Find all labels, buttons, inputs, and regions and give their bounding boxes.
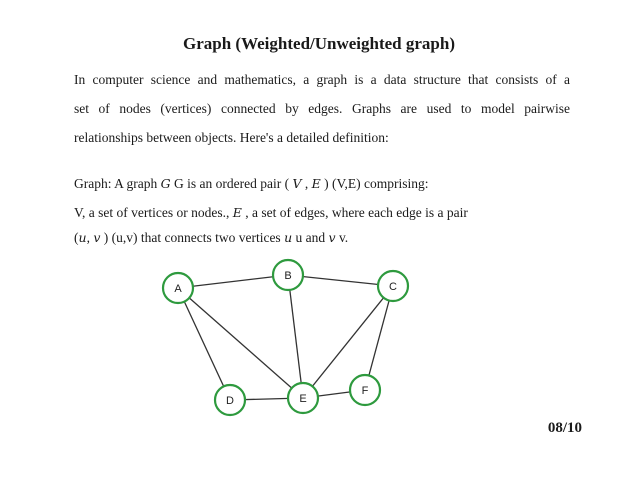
math-symbol: u (284, 230, 293, 245)
node-label: E (299, 393, 307, 405)
text: , (301, 176, 312, 191)
text: u and (292, 230, 329, 245)
text: V, a set of vertices or nodes., (74, 205, 233, 220)
math-symbol: u (78, 230, 87, 245)
text: Graph: A graph (74, 176, 161, 191)
node-label: A (174, 283, 182, 295)
node-label: B (284, 270, 292, 282)
node-label: C (389, 281, 397, 293)
text: ) (u,v) that connects two vertices (100, 230, 285, 245)
text: , a set of edges, where each edge is a pair (241, 205, 468, 220)
math-symbol: E (311, 176, 321, 191)
math-symbol: V (292, 176, 302, 191)
edge-a-b (178, 275, 288, 288)
intro-line-3: relationships between objects. Here's a detailed definition: (74, 130, 389, 145)
math-symbol: v (328, 230, 336, 245)
text: ) (V,E) comprising: (320, 176, 429, 191)
math-symbol: v (93, 230, 101, 245)
node-label: D (226, 395, 234, 407)
node-f (350, 375, 380, 405)
node-c (378, 271, 408, 301)
math-symbol: E (232, 205, 242, 220)
edge-a-e (178, 288, 303, 398)
text: ( (74, 230, 79, 245)
node-label: F (361, 385, 369, 397)
edge-b-e (288, 275, 303, 398)
math-symbol: G (160, 176, 171, 191)
slide-number: 08/10 (547, 420, 582, 436)
text: v. (335, 230, 349, 245)
text: , (86, 230, 94, 245)
intro-line-2: set of nodes (vertices) connected by edges. Graphs are used to model pairwise (74, 101, 570, 116)
edge-c-e (303, 286, 393, 398)
definition-line-3 (74, 230, 348, 246)
edge-a-d (178, 288, 230, 400)
intro-line-1: In computer science and mathematics, a graph is a data structure that consists of a (74, 72, 570, 87)
graph-diagram (155, 255, 415, 423)
definition-line-2 (74, 205, 468, 221)
node-a (163, 273, 193, 303)
text: G is an ordered pair ( (170, 176, 293, 191)
slide-title: Graph (Weighted/Unweighted graph) (182, 34, 456, 53)
node-e (288, 383, 318, 413)
edge-c-f (365, 286, 393, 390)
node-d (215, 385, 245, 415)
node-b (273, 260, 303, 290)
definition-line-1 (74, 176, 429, 192)
